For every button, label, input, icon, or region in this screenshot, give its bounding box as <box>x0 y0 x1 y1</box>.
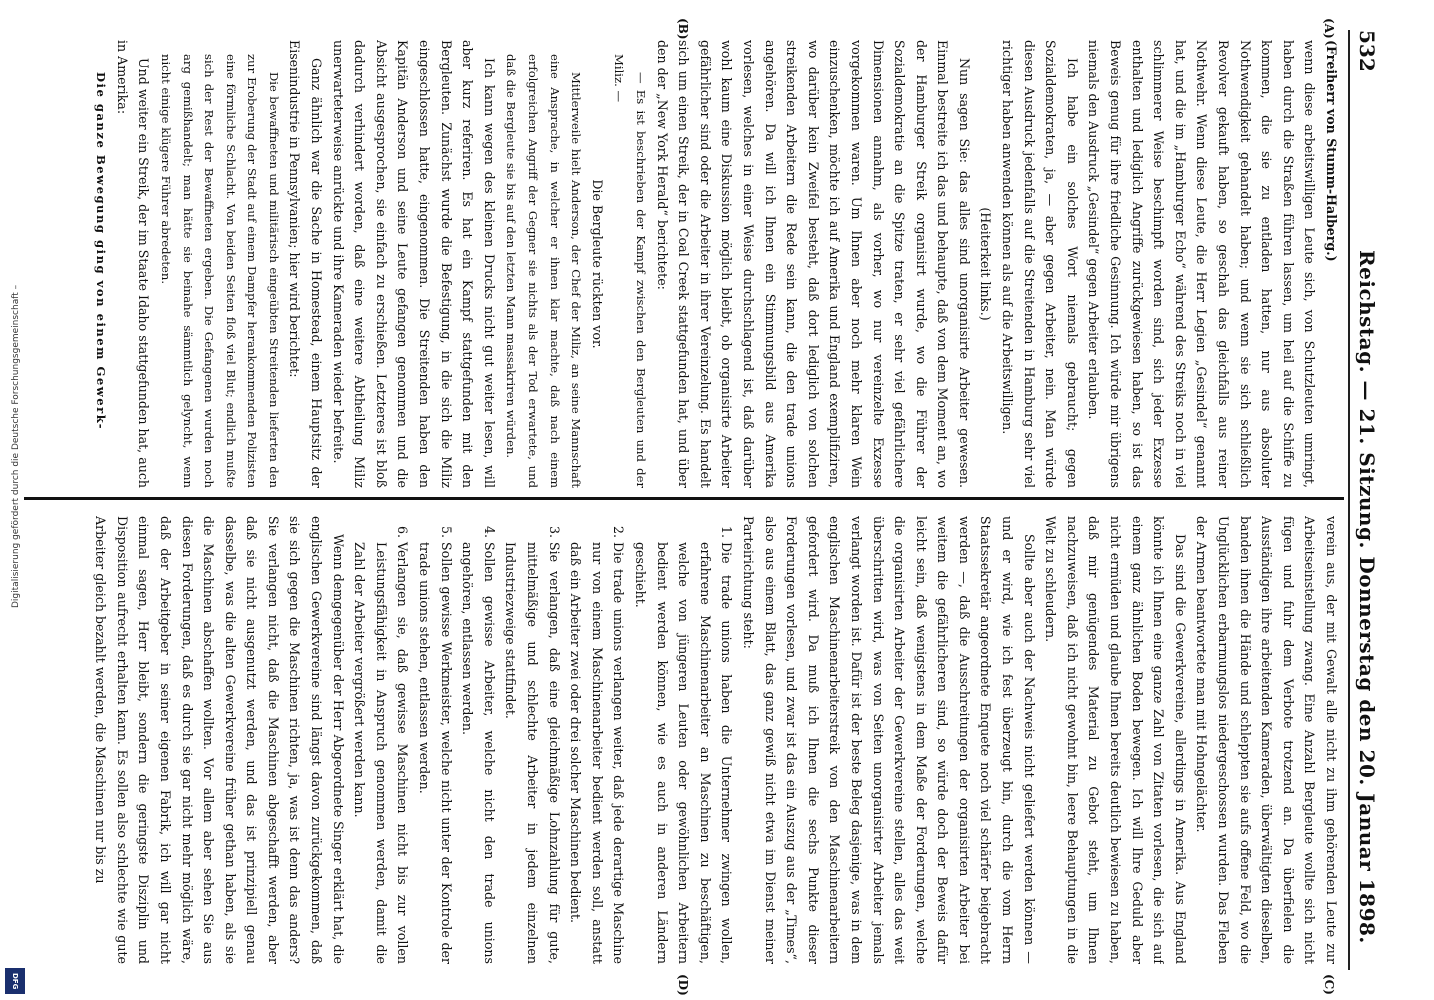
margin-marker-a: (A) <box>1322 18 1336 39</box>
paragraph: Wenn demgegenüber der Herr Abgeordnete Singer erklärt hat, die englischen Gewerkvereine sind längst davon zurückgekommen, daß sie sich gegen die Maschinen richten, ja, was ist denn das anders? Sie verlangen nicht, daß die Maschinen abgeschafft werden, aber daß sie nicht ausgenutzt werden, und das ist prinzipiell genau dasselbe, was die alten Gewerkvereine früher gethan haben, als sie die Maschinen abschaffen wollten. Vor allem aber sehen Sie aus diesen Forderungen, daß es durch sie gar nicht mehr möglich wäre, daß der Arbeitgeber in seiner eigenen Fabrik, ich will gar nicht einmal sagen, Herr bleibt, sondern die geringste Disziplin und Disposition aufrecht erhalten kann. Es sollen also schlechte wie gute Arbeiter gleich bezahlt werden, die Maschinen nur bis zu <box>93 516 346 964</box>
list-item: 6. Verlangen sie, daß gewisse Maschinen nicht bis zur vollen Leistungsfähigkeit in Anspruch genommen werden, damit die Zahl der Arbeiter vergrößert werden kann. <box>349 542 414 964</box>
demands-list <box>349 516 738 964</box>
dfg-logo-icon: DFG <box>5 968 25 994</box>
paragraph: Sollte aber auch der Nachweis nicht geliefert werden können — und er wird, wie ich fest überzeugt bin, durch die vom Herrn Staatssekretär angeordnete Enquete noch viel schärfer beigebracht werden —, daß die Ausschreitungen der organisirten Arbeiter bei weitem die gefährlicheren sind, so würde doch der Beweis dafür leicht sein, daß wenigstens in dem Maße der Forderungen, welche die organisirten Arbeiter der Gewerkvereine stellen, alles das weit überschritten wird, was von Seiten unorganisirter Arbeiter jemals verlangt worden ist. Dafür ist der beste Beleg dasjenige, was in dem englischen Maschinenarbeiterstreik von den Maschinenarbeitern gefordert wird. Da muß ich Ihnen die sechs Punkte dieser Forderungen vorlesen, und zwar ist das ein Auszug aus der „Times“, also aus einem Blatt, das ganz gewiß nicht etwa im Dienst meiner Parteirichtung steht: <box>740 516 1037 964</box>
list-item: 2. Die trade unions verlangen weiter, daß jede derartige Maschine nur von einem Maschinenarbeiter bedient werden soll, anstatt daß ein Arbeiter zwei oder drei solcher Maschinen bedient. <box>565 542 630 964</box>
digitization-credit: Digitalisierung gefördert durch die Deutsche Forschungsgemeinschaft – <box>11 284 21 608</box>
interjection: (Heiterkeit links.) <box>978 207 994 321</box>
document-page <box>10 0 1390 1000</box>
quote-paragraph: Die ganze Bewegung ging von einem Gewerk- <box>94 72 109 431</box>
margin-marker-c: (C) <box>1322 974 1336 995</box>
quote-paragraph: Die Bergleute rückten vor. <box>589 179 605 349</box>
margin-marker-b: (B) <box>676 18 690 40</box>
paragraph: Ich kann wegen des kleinen Drucks nicht gut weiter lesen, will aber kurz referiren. Es hat ein Kampf stattgefunden mit den Bergleuten. Zunächst wurde die Befestigung, in die sich die Miliz eingeschlossen hatte, eingenommen. Die Streitenden haben den Kapitän Anderson und seine Leute gefangen genommen und die Absicht ausgesprochen, sie einfach zu erschießen. Letzteres ist bloß dadurch verhindert worden, daß eine weitere Abtheilung Miliz unerwarteterweise anrückte und ihre Kameraden wieder befreite. <box>330 40 497 488</box>
quote-paragraph: — Es ist beschrieben der Kampf zwischen den Bergleuten und der Miliz. — <box>612 54 648 488</box>
list-item: 3. Sie verlangen, daß eine gleichmäßige Lohnzahlung für gute, mittelmäßige und schlechte Arbeiter in jedem einzelnen Industriezweige stattfindet. <box>500 542 565 964</box>
quote-paragraph: Die bewaffneten und militärisch eingeübten Streitenden lieferten den zur Eroberung der Stadt auf einem Dampfer herankommenden Polizisten eine förmliche Schlacht. Von beiden Seiten floß viel Blut; endlich mußte sich der Rest der Bewaffneten ergeben. Die Gefangenen wurden noch arg gemißhandelt; man hätte sie beinahe sämmtlich gelyncht, wenn nicht einige klügere Führer abredeten. <box>158 54 281 488</box>
quote-paragraph: Mittlerweile hielt Anderson, der Chef der Miliz, an seine Mannschaft eine Ansprache, in welcher er ihnen klar machte, daß nach einem erfolgreichen Angriff der Gegner sie nichts als der Tod erwartete, und daß die Bergleute sie bis auf den letzten Mann massakriren würden. <box>504 54 584 488</box>
page-number: 532 <box>1355 30 1379 72</box>
page-header <box>1348 30 1384 970</box>
paragraph: Und weiter ein Streik, der im Staate Idaho stattgefunden hat, auch in Amerika: <box>114 40 152 488</box>
paragraph: wenn diese arbeitswilligen Leute sich, von Schutzleuten umringt, haben durch die Straßen führen lassen, um heil auf die Schiffe zu kommen, die sie zu entladen hatten, nur aus absoluter Nothwendigkeit gehandelt haben; und wenn sie sich schließlich Revolver gekauft haben, so geschah das gleichfalls aus reiner Nothwehr. Wenn diese Leute, die Herr Legien „Gesindel“ genannt hat, und die im „Hamburger Echo“ während des Streiks noch in viel schlimmerer Weise beschimpft worden sind, sich jeder Exzesse enthalten und lediglich Angriffe zurückgewiesen haben, so ist das Beweis genug für ihre friedliche Gesinnung. Ich würde mir übrigens niemals den Ausdruck „Gesindel“ gegen Arbeiter erlauben. <box>1086 40 1318 488</box>
paragraph: Nun sagen Sie: das alles sind unorganisirte Arbeiter gewesen. Einmal bestreite ich das und behaupte, daß von dem Moment an, wo der Hamburger Streik organisirt wurde, wo die Führer der Sozialdemokratie an die Spitze traten, er sehr viel gefährlichere Dimensionen annahm, als vorher, wo nur vereinzelte Exzesse vorgekommen waren. Um Ihnen aber noch mehr klaren Wein einzuschenken, möchte ich auf Amerika und England exemplifiziren, wo darüber kein Zweifel besteht, daß dort lediglich von solchen streikenden Arbeitern die Rede sein kann, die den trade unions angehören. Da will ich Ihnen ein Stimmungsbild aus Amerika vorlesen, welches in einer Weise durchschlagend ist, daß darüber wohl kaum eine Diskussion möglich bleibt, ob organisirte Arbeiter gefährlicher sind oder die Arbeiter in ihrer Vereinzelung. Es handelt sich um einen Streik, der in Coal Creek stattgefunden hat, und über den der „New York Herald“ berichtete: <box>654 40 972 488</box>
left-column <box>24 40 1342 488</box>
column-divider <box>24 497 1344 500</box>
running-title: Reichstag. — 21. Sitzung. Donnerstag den 20. Januar 1898. <box>1355 250 1379 944</box>
paragraph: Ganz ähnlich war die Sache in Homestead, einem Hauptsitz der Eisenindustrie in Pennsylvanien; hier wird berichtet: <box>287 40 325 488</box>
list-item: 5. Sollen gewisse Werkmeister, welche nicht unter der Kontrole der trade unions stehen, entlassen werden. <box>413 542 456 964</box>
margin-marker-d: (D) <box>676 974 690 996</box>
list-item: 1. Die trade unions haben die Unternehmer zwingen wollen, erfahrene Maschinenarbeiter an Maschinen zu beschäftigen, welche von jüngeren Leuten oder gewöhnlichen Arbeitern bedient werden können, wie es auch in anderen Ländern geschieht. <box>629 542 737 964</box>
paragraph: verein aus, der mit Gewalt alle nicht zu ihm gehörenden Leute zur Arbeitseinstellung zwang. Eine Anzahl Bergleute wollte sich nicht fügen und fuhr dem Verbote trotzend an. Da überfielen die Ausständigen ihre arbeitenden Kameraden, überwältigten dieselben, banden ihnen die Hände und schleppten sie aufs offene Feld, wo die Unglücklichen erbarmungslos niedergeschossen wurden. Das Fleben der Armen beantwortete man mit Hohngelächter. <box>1194 516 1339 964</box>
speaker-label: (Freiherr von Stumm-Halberg.) <box>1324 40 1339 262</box>
list-item: 4. Sollen gewisse Arbeiter, welche nicht den trade unions angehören, entlassen werden. <box>457 542 500 964</box>
paragraph: Ich habe ein solches Wort niemals gebraucht; gegen Sozialdemokraten, ja, — aber gegen Arbeiter, nein. Man würde diesen Ausdruck jedenfalls auf die Streitenden in Hamburg sehr viel richtiger haben anwenden können als auf die Arbeitswilligen. <box>1000 40 1080 488</box>
right-column <box>24 516 1342 964</box>
paragraph: Das sind die Gewerkvereine, allerdings in Amerika. Aus England könnte ich Ihnen eine ganze Zahl von Zitaten vorlesen, die sich auf einem ganz ähnlichen Boden bewegen. Ich will Ihre Geduld aber nicht ermüden und glaube Ihnen bereits deutlich bewiesen zu haben, daß mir genügendes Material zu Gebot steht, um Ihnen nachzuweisen, daß ich nicht gewohnt bin, leere Behauptungen in die Welt zu schleudern. <box>1043 516 1188 964</box>
